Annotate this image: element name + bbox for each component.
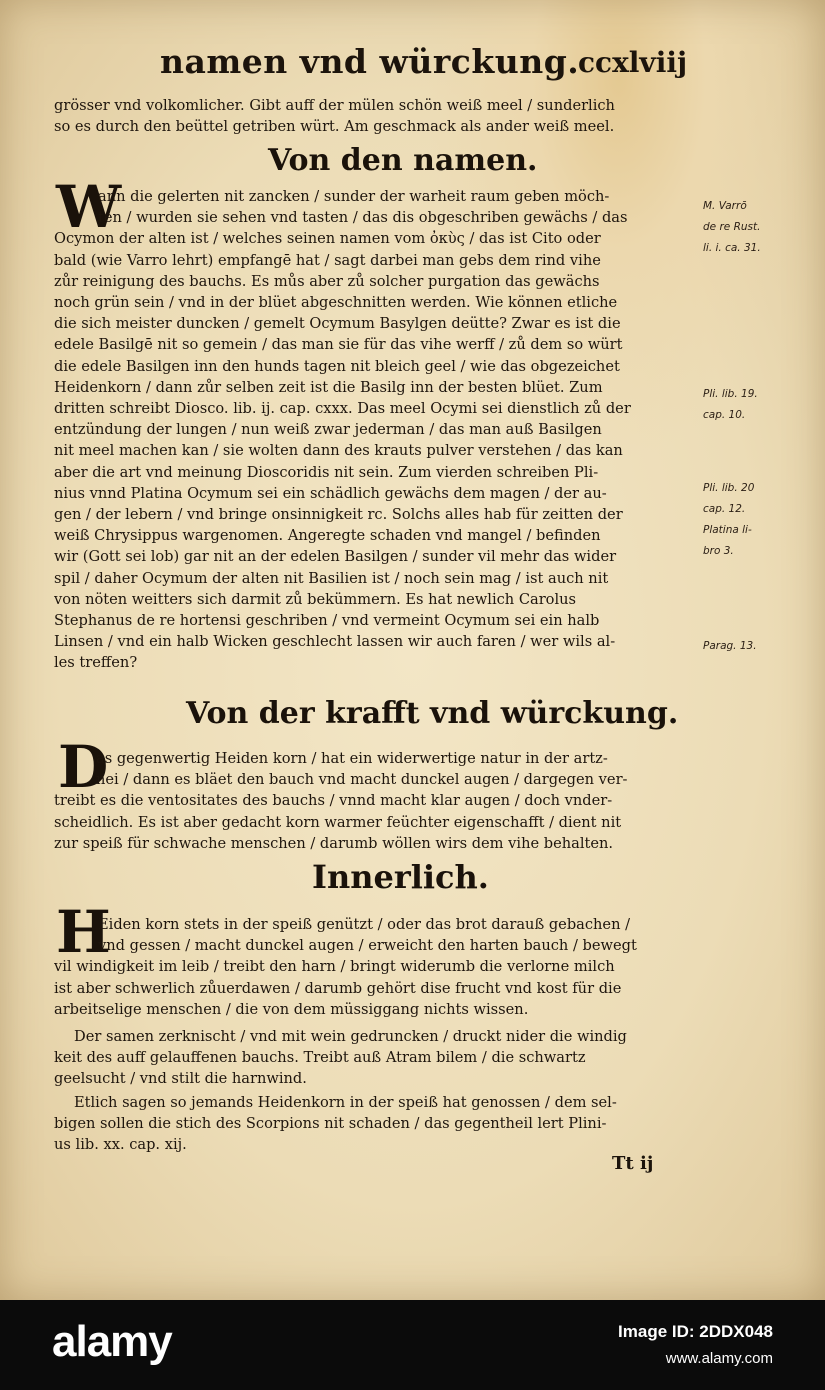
section-heading-names: Von den namen. [268,143,538,178]
alamy-logo: alamy [52,1317,172,1366]
intro-paragraph [54,95,700,137]
text-line: gen / der lebern / vnd bringe onsinnigkeit rc. Solchs alles hab für zeitten der [54,506,623,524]
signature-mark: Tt ij [612,1153,654,1174]
text-line: Heidenkorn / dann zůr selben zeit ist die Basilg inn der besten blüet. Zum [54,378,603,396]
text-line: spil / daher Ocymum der alten nit Basilien ist / noch sein mag / ist auch nit [54,569,609,587]
text-line: entzündung der lungen / nun weiß zwar jederman / das man auß Basilgen [54,421,602,439]
text-line: Etlich sagen so jemands Heidenkorn in der speiß hat genossen / dem sel- [74,1094,617,1111]
text-line: grösser vnd volkomlicher. Gibt auff der mülen schön weiß meel / sunderlich [54,97,615,114]
text-line: geelsucht / vnd stilt die harnwind. [54,1070,307,1088]
margin-note-line: Platina li- [703,524,752,536]
margin-note-line: cap. 10. [703,409,746,421]
text-line: dritten schreibt Diosco. lib. ij. cap. cxxx. Das meel Ocymi sei dienstlich zů der [54,400,631,418]
margin-note-line: bro 3. [703,545,734,557]
section-heading-innerlich: Innerlich. [312,858,489,896]
text-line: Linsen / vnd ein halb Wicken geschlecht lassen wir auch faren / wer wils al- [54,633,616,651]
text-line: zůr reinigung des bauchs. Es můs aber zů solcher purgation das gewächs [54,272,600,290]
paragraph-samen [54,1026,700,1090]
section-heading-kraft: Von der krafft vnd würckung. [186,696,679,731]
margin-note-varro [703,196,773,259]
text-line: vil windigkeit im leib / treibt den harn / bringt widerumb die verlorne milch [54,958,615,976]
text-line: so es durch den beüttel getriben würt. Am geschmack als ander weiß meel. [54,118,615,136]
text-line: les treffen? [54,654,138,672]
text-line: nei / dann es bläet den bauch vnd macht dunckel augen / dargegen ver- [96,771,628,789]
image-id-label: Image ID: 2DDX048 [618,1322,773,1341]
margin-note-line: Parag. 13. [703,640,757,652]
running-head: namen vnd würckung. [160,42,580,81]
drop-cap-h: H [56,898,111,966]
text-line: Ocymon der alten ist / welches seinen namen vom ὀκὺς / das ist Cito oder [54,230,601,248]
text-line: aber die art vnd meinung Dioscoridis nit sein. Zum vierden schreiben Pli- [54,463,599,481]
text-line: edele Basilgē nit so gemein / das man sie für das vihe werff / zů dem so würt [54,336,623,354]
text-line: us lib. xx. cap. xij. [54,1136,187,1154]
margin-note-line: cap. 12. [703,503,746,515]
text-line: wir (Gott sei lob) gar nit an der edelen Basilgen / sunder vil mehr das wider [54,548,617,566]
text-line: die edele Basilgen inn den hunds tagen nit bleich geel / wie das obgezeichet [54,357,620,375]
margin-note-parag [703,636,773,657]
text-line: arbeitselige menschen / die von dem müssiggang nichts wissen. [54,1000,529,1018]
text-line: as gegenwertig Heiden korn / hat ein widerwertige natur in der artz- [96,750,608,767]
folio-number: ccxlviij [578,46,688,79]
text-line: ann die gelerten nit zancken / sunder der warheit raum geben möch- [98,188,610,205]
text-line: die sich meister duncken / gemelt Ocymum Basylgen deütte? Zwar es ist die [54,315,621,333]
text-line: von nöten weitters sich darmit zů bekümmern. Es hat newlich Carolus [54,590,577,608]
text-line: bald (wie Varro lehrt) empfangē hat / sagt darbei man gebs dem rind vihe [54,251,601,269]
text-line: keit des auff gelauffenen bauchs. Treibt auß Atram bilem / die schwartz [54,1049,586,1067]
paragraph-scorpion [54,1092,700,1156]
text-line: Eiden korn stets in der speiß genützt / oder das brot darauß gebachen / [98,916,631,933]
site-url-label: www.alamy.com [665,1350,773,1367]
paragraph-innerlich [54,914,700,1020]
text-line: zur speiß für schwache menschen / darumb wöllen wirs dem vihe behalten. [54,834,614,852]
text-line: noch grün sein / vnd in der blüet abgeschnitten werden. Wie können etliche [54,294,618,312]
text-line: ten / wurden sie sehen vnd tasten / das dis obgeschriben gewächs / das [98,209,628,227]
drop-cap-d: D [58,733,109,801]
margin-note-pliny-20 [703,478,773,562]
text-line: bigen sollen die stich des Scorpions nit schaden / das gegentheil lert Plini- [54,1115,607,1133]
paragraph-kraft [54,748,700,854]
margin-note-pliny-19 [703,384,773,426]
paragraph-names [54,186,700,674]
text-line: Stephanus de re hortensi geschriben / vnd vermeint Ocymum sei ein halb [54,612,600,630]
margin-note-line: Pli. lib. 19. [703,388,758,400]
text-line: vnd gessen / macht dunckel augen / erweicht den harten bauch / bewegt [98,937,637,955]
margin-note-line: de re Rust. [703,221,761,233]
text-line: weiß Chrysippus wargenomen. Angeregte schaden vnd mangel / befinden [54,527,601,545]
text-line: nit meel machen kan / sie wolten dann des krauts pulver verstehen / das kan [54,442,623,460]
text-line: Der samen zerknischt / vnd mit wein gedruncken / druckt nider die windig [74,1028,627,1045]
text-line: nius vnnd Platina Ocymum sei ein schädlich gewächs dem magen / der au- [54,484,607,502]
text-line: treibt es die ventositates des bauchs / vnnd macht klar augen / doch vnder- [54,792,613,810]
text-line: scheidlich. Es ist aber gedacht korn warmer feüchter eigenschafft / dient nit [54,813,622,831]
drop-cap-w: W [56,173,122,241]
margin-note-line: M. Varrō [703,200,747,212]
margin-note-line: Pli. lib. 20 [703,482,755,494]
text-line: ist aber schwerlich zůuerdawen / darumb gehört dise frucht vnd kost für die [54,979,622,997]
margin-note-line: li. i. ca. 31. [703,242,761,254]
